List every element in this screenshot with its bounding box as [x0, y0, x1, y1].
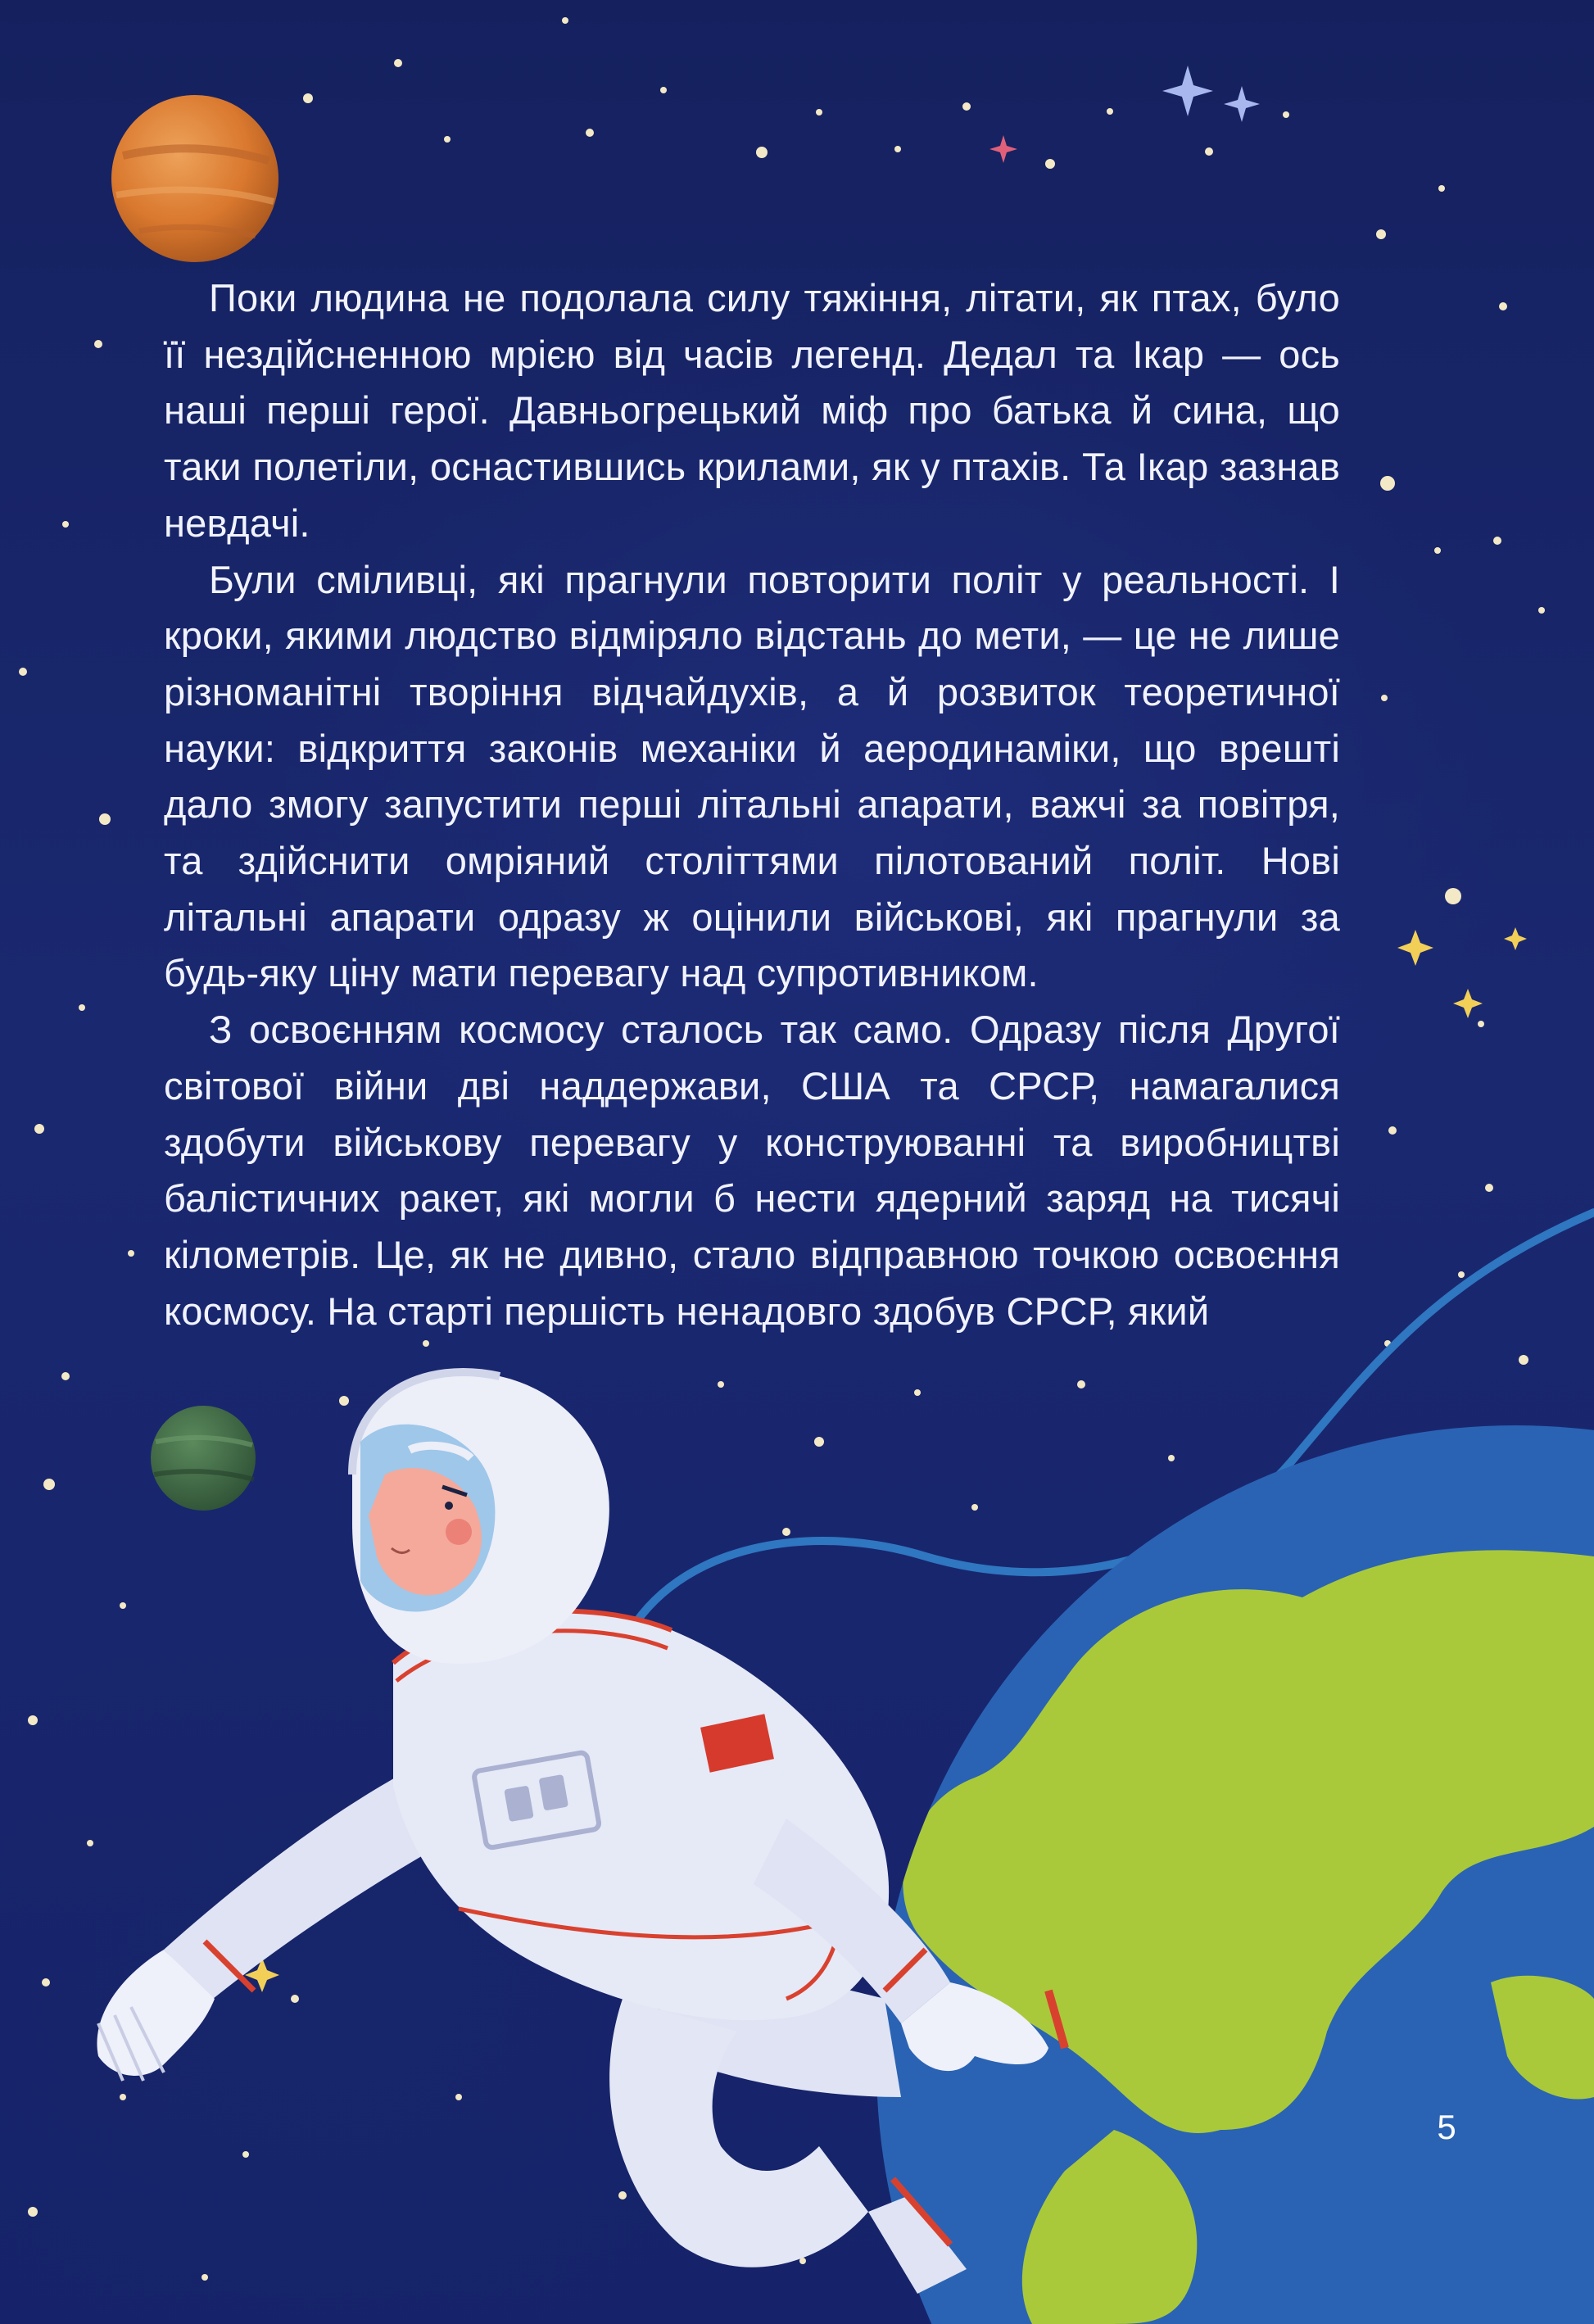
paragraph-2: Були сміливці, які прагнули повторити політ у реальності. І кроки, якими людство відміряло відстань до мети, — це не лише різноманітні творіння відчайдухів, а й розвиток теоретичної науки: відкриття законів механіки й аеродинаміки, що врешті дало змогу запустити перші літальні апарати, важчі за повітря, та здійснити омріяний століттями пілотований політ. Нові літальні апарати одразу ж оцінили військові, які прагнули за будь-яку ціну мати перевагу над супротивником.: [164, 557, 1340, 995]
blue-sparkles: [989, 66, 1260, 163]
orange-planet: [111, 95, 278, 262]
paragraph-1: Поки людина не подолала силу тяжіння, літати, як птах, було її нездійсненною мрією від часів легенд. Дедал та Ікар — ось наші перші герої. Давньогрецький міф про батька й сина, що таки полетіли, оснастившись крилами, як у птахів. Та Ікар зазнав невдачі.: [164, 276, 1340, 545]
earth-globe: [876, 1425, 1594, 2324]
paragraph-3: З освоєнням космосу сталось так само. Одразу після Другої світової війни дві наддержави, США та СРСР, намагалися здобути військову перевагу у конструюванні та виробництві балістичних ракет, які могли б нести ядерний заряд на тисячі кілометрів. Це, як не дивно, стало відправною точкою освоєння космосу. На старті першість ненадовго здобув СРСР, який: [164, 1008, 1340, 1333]
green-planet: [151, 1406, 256, 1511]
page-number: 5: [1437, 2108, 1456, 2146]
body-text: [164, 270, 1340, 1339]
